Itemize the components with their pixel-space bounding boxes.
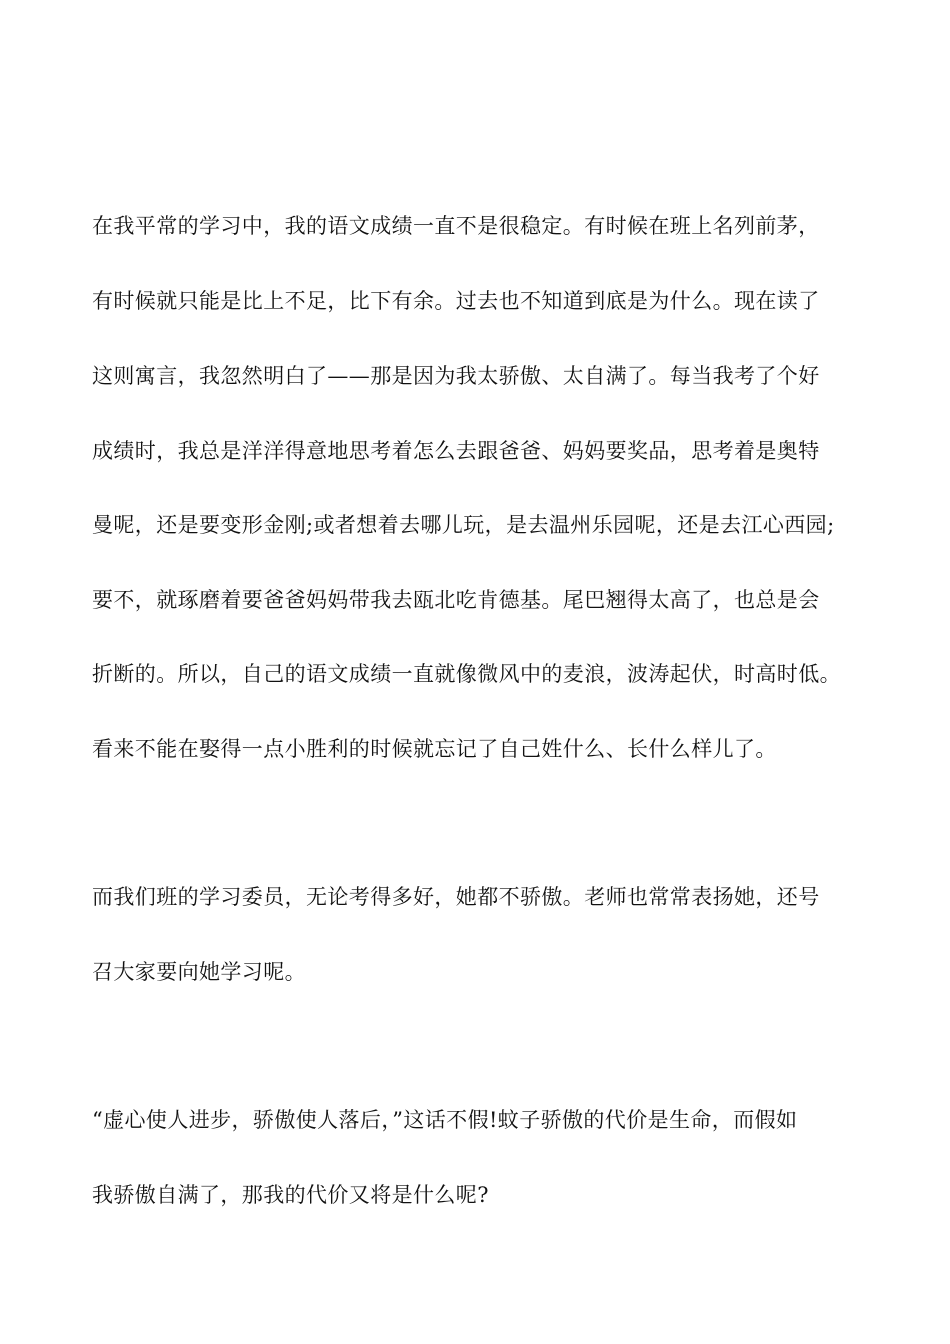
text-line: 折断的。所以，自己的语文成绩一直就像微风中的麦浪，波涛起伏，时高时低。 bbox=[92, 662, 841, 686]
text-line: 而我们班的学习委员，无论考得多好，她都不骄傲。老师也常常表扬她，还号 bbox=[92, 885, 820, 909]
text-line: 召大家要向她学习呢。 bbox=[92, 960, 306, 984]
text-line: 在我平常的学习中，我的语文成绩一直不是很稳定。有时候在班上名列前茅， bbox=[92, 214, 820, 238]
text-line: 看来不能在娶得一点小胜利的时候就忘记了自己姓什么、长什么样儿了。 bbox=[92, 737, 777, 761]
text-line: 要不，就琢磨着要爸爸妈妈带我去瓯北吃肯德基。尾巴翘得太高了，也总是会 bbox=[92, 588, 820, 612]
text-line: 有时候就只能是比上不足，比下有余。过去也不知道到底是为什么。现在读了 bbox=[92, 289, 820, 313]
text-line: “虚心使人进步，骄傲使人落后，”这话不假!蚊子骄傲的代价是生命，而假如 bbox=[92, 1108, 798, 1132]
text-line: 我骄傲自满了，那我的代价又将是什么呢? bbox=[92, 1183, 489, 1207]
text-line: 成绩时，我总是洋洋得意地思考着怎么去跟爸爸、妈妈要奖品，思考着是奥特 bbox=[92, 439, 820, 463]
text-line: 这则寓言，我忽然明白了——那是因为我太骄傲、太自满了。每当我考了个好 bbox=[92, 364, 820, 388]
text-line: 曼呢，还是要变形金刚;或者想着去哪儿玩，是去温州乐园呢，还是去江心西园; bbox=[92, 513, 835, 537]
